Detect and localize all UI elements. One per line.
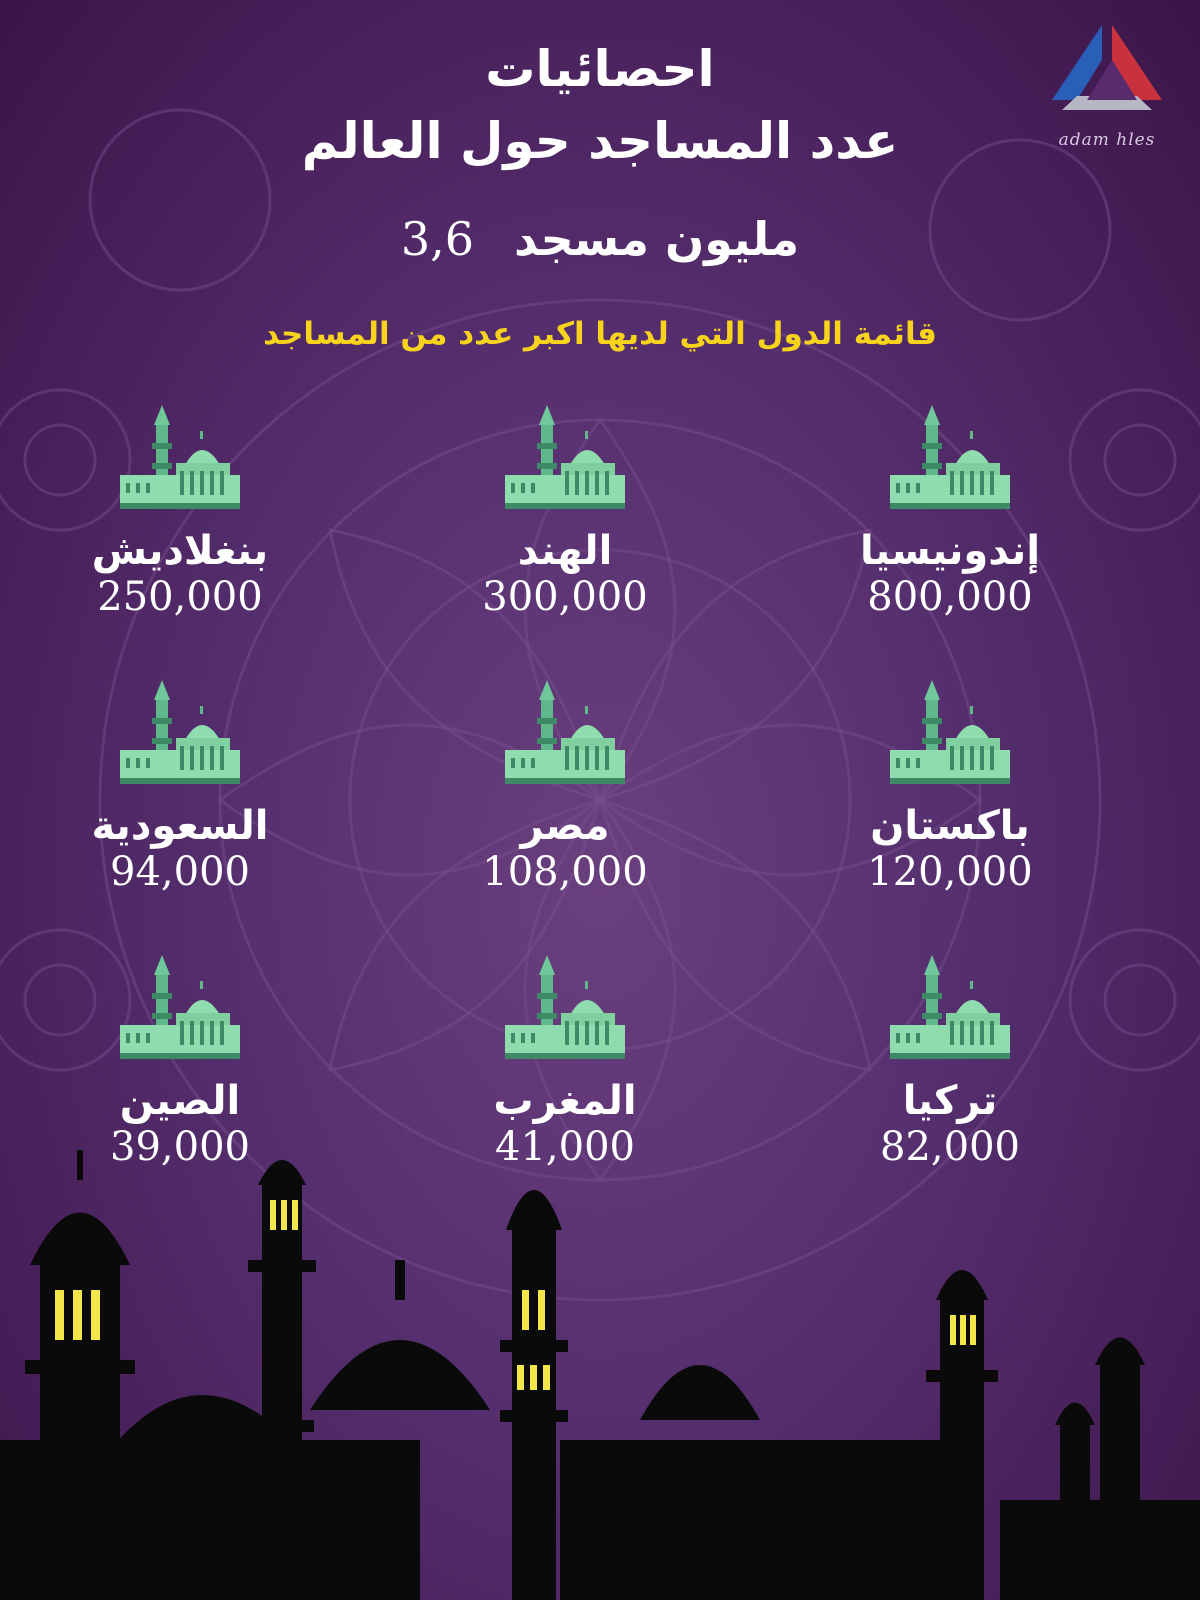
mosque-count: 108,000 xyxy=(482,849,648,895)
total-unit: مليون مسجد xyxy=(514,212,800,266)
mosque-icon xyxy=(495,955,635,1065)
mosque-skyline-silhouette xyxy=(0,1140,1200,1600)
title-line-1: احصائيات xyxy=(485,40,715,98)
country-name: تركيا xyxy=(902,1078,998,1124)
country-name: مصر xyxy=(520,803,610,849)
list-subtitle: قائمة الدول التي لديها اكبر عدد من المساجد xyxy=(263,316,937,352)
mosque-count: 41,000 xyxy=(495,1124,635,1170)
mosque-icon xyxy=(495,405,635,515)
mosque-count: 82,000 xyxy=(880,1124,1020,1170)
country-grid xyxy=(90,405,1110,1185)
title-line-2: عدد المساجد حول العالم xyxy=(301,112,899,170)
country-name: الصين xyxy=(119,1078,241,1124)
country-card xyxy=(820,680,1080,910)
mosque-icon xyxy=(880,405,1020,515)
mosque-count: 300,000 xyxy=(482,574,648,620)
country-card xyxy=(820,405,1080,635)
country-name: باكستان xyxy=(870,803,1030,849)
country-name: المغرب xyxy=(493,1078,637,1124)
total-number: 3,6 xyxy=(400,212,474,266)
logo-text: adam hles xyxy=(1058,130,1156,150)
mosque-icon xyxy=(110,680,250,790)
mosque-icon xyxy=(110,405,250,515)
country-card xyxy=(50,405,310,635)
mosque-count: 94,000 xyxy=(110,849,250,895)
mosque-icon xyxy=(880,680,1020,790)
mosque-icon xyxy=(110,955,250,1065)
total-mosques xyxy=(0,212,1200,266)
country-card xyxy=(435,680,695,910)
country-card xyxy=(435,405,695,635)
country-name: إندونيسيا xyxy=(859,528,1041,574)
mosque-count: 800,000 xyxy=(867,574,1033,620)
mosque-icon xyxy=(495,680,635,790)
mosque-count: 39,000 xyxy=(110,1124,250,1170)
country-card xyxy=(50,680,310,910)
mosque-count: 250,000 xyxy=(97,574,263,620)
mosque-icon xyxy=(880,955,1020,1065)
country-name: السعودية xyxy=(91,803,269,849)
country-name: الهند xyxy=(517,528,613,574)
mosque-count: 120,000 xyxy=(867,849,1033,895)
country-name: بنغلاديش xyxy=(91,528,269,574)
